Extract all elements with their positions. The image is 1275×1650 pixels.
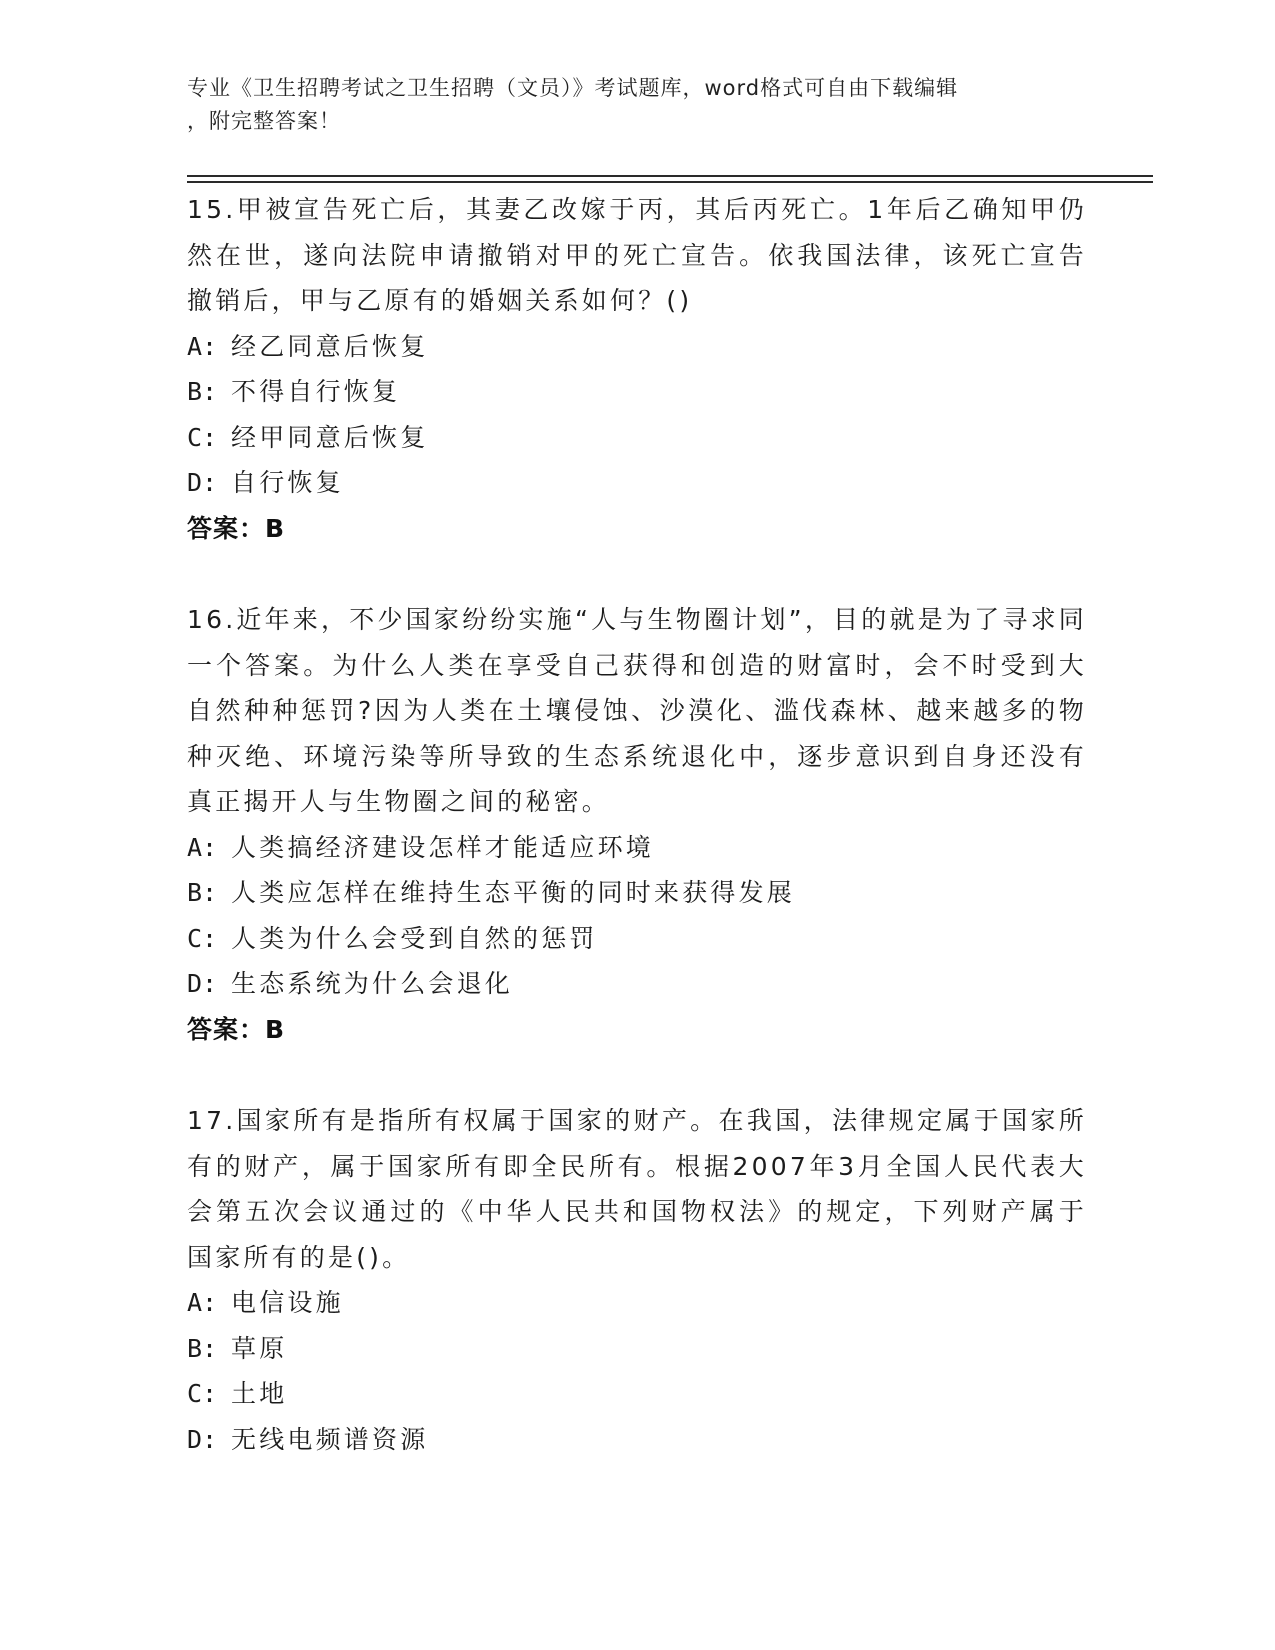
option-a	[187, 825, 1087, 871]
option-key: C:	[187, 923, 218, 953]
option-b	[187, 369, 1087, 415]
header-line-1: 专业《卫生招聘考试之卫生招聘（文员）》考试题库，word格式可自由下载编辑	[187, 76, 959, 100]
question-list	[187, 187, 1087, 1462]
header-divider-bottom	[187, 181, 1153, 183]
option-key: B:	[187, 377, 218, 406]
question-16	[187, 597, 1087, 1052]
option-c	[187, 916, 1087, 962]
question-text: 15.甲被宣告死亡后，其妻乙改嫁于丙，其后丙死亡。1年后乙确知甲仍然在世，遂向法院申请撤销对甲的死亡宣告。依我国法律，该死亡宣告撤销后，甲与乙原有的婚姻关系如何？()	[187, 195, 1087, 315]
question-15	[187, 187, 1087, 551]
option-text: 草原	[231, 1333, 288, 1363]
option-b	[187, 1326, 1087, 1372]
option-key: C:	[187, 422, 218, 452]
option-key: B:	[187, 1333, 218, 1363]
option-text: 经乙同意后恢复	[231, 331, 429, 361]
option-text: 生态系统为什么会退化	[231, 969, 514, 998]
option-text: 人类应怎样在维持生态平衡的同时来获得发展	[231, 878, 796, 907]
option-key: A:	[187, 832, 218, 862]
option-d	[187, 961, 1087, 1007]
question-text: 17.国家所有是指所有权属于国家的财产。在我国，法律规定属于国家所有的财产，属于国家所有即全民所有。根据2007年3月全国人民代表大会第五次会议通过的《中华人民共和国物权法》的规定，下列财产属于国家所有的是()。	[187, 1106, 1087, 1272]
option-a	[187, 324, 1087, 370]
option-key: C:	[187, 1379, 218, 1408]
option-text: 经甲同意后恢复	[231, 422, 429, 452]
option-b	[187, 870, 1087, 916]
question-text: 16.近年来，不少国家纷纷实施“人与生物圈计划”，目的就是为了寻求同一个答案。为什么人类在享受自己获得和创造的财富时，会不时受到大自然种种惩罚?因为人类在土壤侵蚀、沙漠化、滥伐森林、越来越多的物种灭绝、环境污染等所导致的生态系统退化中，逐步意识到自身还没有真正揭开人与生物圈之间的秘密。	[187, 605, 1087, 816]
option-text: 不得自行恢复	[231, 377, 401, 406]
option-key: D:	[187, 969, 218, 998]
option-a	[187, 1280, 1087, 1326]
option-d	[187, 1417, 1087, 1463]
document-header	[187, 72, 1067, 138]
option-key: D:	[187, 1424, 218, 1454]
option-text: 电信设施	[231, 1288, 344, 1317]
header-line-2: ，附完整答案！	[187, 109, 341, 133]
option-d	[187, 460, 1087, 506]
question-17	[187, 1098, 1087, 1462]
option-c	[187, 1371, 1087, 1417]
question-spacer	[187, 551, 1087, 597]
option-text: 无线电频谱资源	[231, 1424, 429, 1454]
option-key: D:	[187, 468, 218, 497]
header-divider-top	[187, 175, 1153, 177]
option-key: A:	[187, 1288, 218, 1317]
option-key: B:	[187, 878, 218, 907]
option-text: 人类搞经济建设怎样才能适应环境	[231, 832, 655, 862]
option-text: 人类为什么会受到自然的惩罚	[231, 923, 598, 953]
answer-label: 答案：B	[187, 513, 286, 543]
option-key: A:	[187, 331, 218, 361]
option-c	[187, 415, 1087, 461]
option-text: 土地	[231, 1379, 288, 1408]
answer-label: 答案：B	[187, 1014, 286, 1044]
question-spacer	[187, 1052, 1087, 1098]
option-text: 自行恢复	[231, 468, 344, 497]
